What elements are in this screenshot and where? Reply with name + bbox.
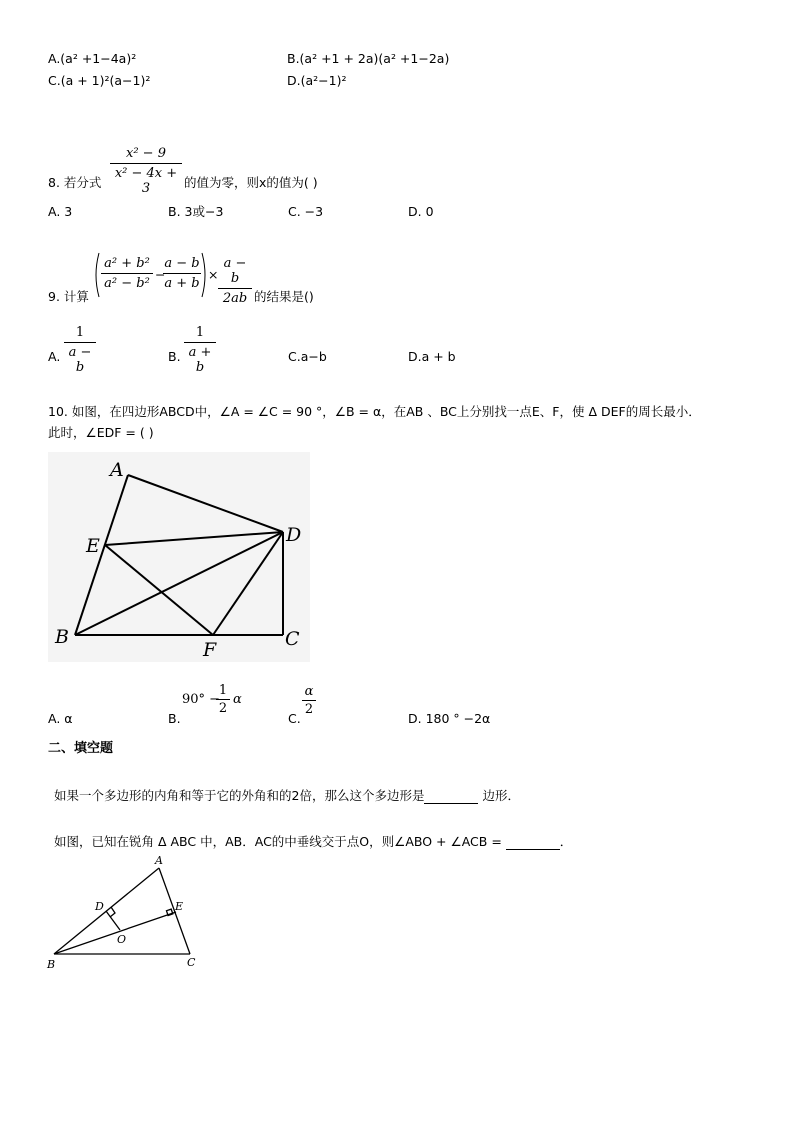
segment-bo-e xyxy=(54,912,176,954)
q9-option-a-den: a − b xyxy=(64,342,96,375)
label-a: A xyxy=(155,854,163,867)
q7-option-b: B.(a² +1 + 2a)(a² +1−2a) xyxy=(287,51,450,66)
q7-option-a: A.(a² +1−4a)² xyxy=(48,51,137,66)
q8-fraction xyxy=(110,146,182,196)
q8-numerator: x² − 9 xyxy=(126,146,166,161)
q10-question-line2: 此时，∠EDF = ( ) xyxy=(48,425,154,440)
q8-option-c: C. −3 xyxy=(288,204,324,219)
q10-quadrilateral-figure xyxy=(48,452,310,662)
q10-option-b-fraction xyxy=(216,683,230,716)
q7-option-c: C.(a + 1)²(a−1)² xyxy=(48,73,151,88)
triangle-abc-figure xyxy=(42,852,212,974)
q9-prefix: 9. 计算 xyxy=(48,289,89,304)
q10-question-line1: 10. 如图，在四边形ABCD中，∠A = ∠C = 90 °，∠B = α，在AB 、BC上分别找一点E、F，使 Δ DEF的周长最小． xyxy=(48,404,701,419)
q10-option-c-num: α xyxy=(304,684,314,699)
q7-option-d: D.(a²−1)² xyxy=(287,73,347,88)
q9-fraction-1 xyxy=(101,256,153,291)
q8-suffix: 的值为零，则x的值为( ) xyxy=(184,175,318,190)
label-a: A xyxy=(110,459,124,481)
q9-option-b-fraction xyxy=(184,325,216,375)
q9-frac2-num: a − b xyxy=(164,256,200,271)
fill-question-2-suffix: ． xyxy=(559,834,573,849)
right-angle-mark-e xyxy=(166,909,172,915)
right-angle-mark-d xyxy=(110,907,115,917)
answer-blank-2[interactable] xyxy=(506,835,560,850)
q8-option-d: D. 0 xyxy=(408,204,434,219)
q10-option-c-den: 2 xyxy=(302,700,316,717)
q10-option-a: A. α xyxy=(48,711,73,726)
q8-denominator: x² − 4x + 3 xyxy=(110,163,182,196)
q9-frac1-den: a² − b² xyxy=(101,273,153,291)
q9-option-b-label: B. xyxy=(168,349,181,364)
label-o: O xyxy=(117,933,127,946)
q8-option-a: A. 3 xyxy=(48,204,73,219)
label-e: E xyxy=(175,900,184,913)
q9-times: × xyxy=(208,267,219,282)
label-c: C xyxy=(285,628,300,650)
q9-option-a-num: 1 xyxy=(75,325,85,340)
q9-option-b-num: 1 xyxy=(195,325,205,340)
answer-blank-1[interactable] xyxy=(424,789,478,804)
q9-frac3-den: 2ab xyxy=(218,288,252,306)
q10-option-c-label: C. xyxy=(288,711,301,726)
q9-left-paren xyxy=(92,252,100,298)
q10-option-b-prefix: 90° − xyxy=(182,692,221,707)
label-d: D xyxy=(286,524,302,546)
q9-option-a-label: A. xyxy=(48,349,61,364)
q9-option-d: D.a + b xyxy=(408,349,456,364)
label-e: E xyxy=(86,535,100,557)
q9-frac1-num: a² + b² xyxy=(104,256,150,271)
q10-option-b-label: B. xyxy=(168,711,181,726)
q9-option-b-den: a + b xyxy=(184,342,216,375)
q9-suffix: 的结果是() xyxy=(254,289,314,304)
q10-option-b-var: α xyxy=(233,692,242,707)
q9-frac3-num: a − b xyxy=(223,256,247,286)
section-heading: 二、填空题 xyxy=(48,741,114,756)
label-b: B xyxy=(47,958,56,971)
fill-question-2 xyxy=(54,835,572,850)
label-b: B xyxy=(55,626,69,648)
q9-fraction-2 xyxy=(163,256,201,291)
fill-question-1-text: 如果一个多边形的内角和等于它的外角和的2倍，那么这个多边形是 xyxy=(54,788,425,803)
fill-question-1 xyxy=(54,789,520,804)
q9-option-a-fraction xyxy=(64,325,96,375)
q10-option-d: D. 180 ° −2α xyxy=(408,711,491,726)
fill-question-1-suffix: 边形． xyxy=(478,788,520,803)
q10-option-b-num: 1 xyxy=(218,683,228,698)
q10-option-b-den: 2 xyxy=(216,699,230,716)
q10-option-c-fraction xyxy=(302,684,316,717)
q9-option-c: C.a−b xyxy=(288,349,327,364)
label-c: C xyxy=(187,956,196,969)
q9-minus: − xyxy=(155,267,166,282)
q8-option-b: B. 3或−3 xyxy=(168,204,224,219)
label-f: F xyxy=(203,639,217,661)
q9-fraction-3 xyxy=(218,256,252,306)
q8-prefix: 8. 若分式 xyxy=(48,175,102,190)
q9-frac2-den: a + b xyxy=(163,273,201,291)
fill-question-2-text: 如图，已知在锐角 Δ ABC 中，AB．AC的中垂线交于点O，则∠ABO + ∠ACB = xyxy=(54,834,502,849)
label-d: D xyxy=(95,900,104,913)
